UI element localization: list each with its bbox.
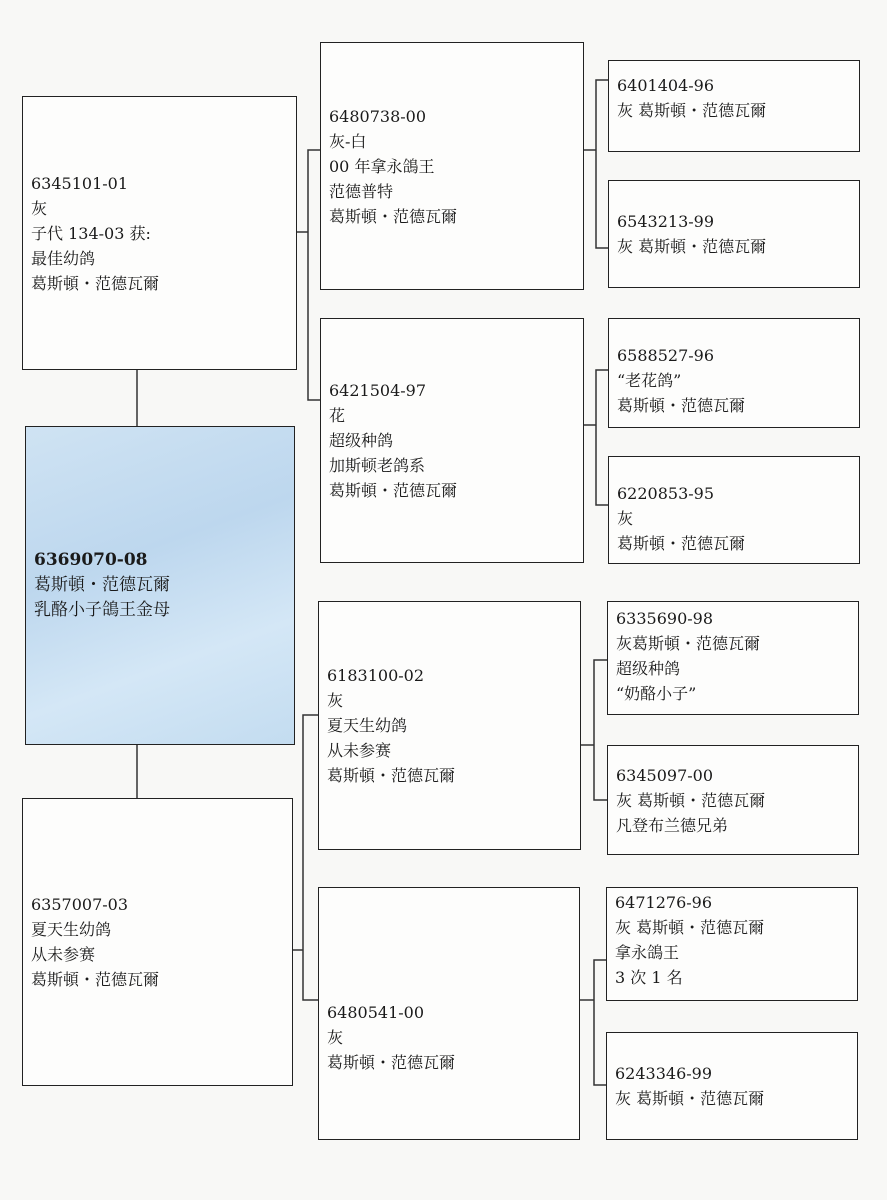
sire-dam-note: 超级种鸽 <box>329 431 394 450</box>
sire-card <box>22 96 297 370</box>
gg5-title: 超级种鸽 <box>616 659 681 678</box>
sire-dam-card <box>320 318 584 563</box>
dam-dam-breeder: 葛斯頓・范德瓦爾 <box>327 1053 456 1072</box>
gg2-details: 灰 葛斯頓・范德瓦爾 <box>617 237 767 256</box>
great-grandparent-card-2 <box>608 180 860 288</box>
dam-note: 夏天生幼鸽 <box>31 920 112 939</box>
dam-card <box>22 798 293 1086</box>
sire-sire-breeder: 葛斯頓・范德瓦爾 <box>329 206 458 226</box>
great-grandparent-card-5 <box>607 601 859 715</box>
gg7-title: 拿永鴿王 <box>615 943 680 962</box>
subject-pigeon-card <box>25 426 295 745</box>
sire-dam-breeder: 葛斯頓・范德瓦爾 <box>329 481 458 500</box>
dam-sire-breeder: 葛斯頓・范德瓦爾 <box>327 766 456 785</box>
dam-ring-number: 6357007-03 <box>31 895 129 914</box>
gg4-ring-number: 6220853-95 <box>617 483 715 503</box>
great-grandparent-card-7 <box>606 887 858 1001</box>
dam-breeder: 葛斯頓・范德瓦爾 <box>31 970 160 989</box>
sire-breeder: 葛斯頓・范德瓦爾 <box>31 273 160 293</box>
gg8-ring-number: 6243346-99 <box>615 1064 713 1083</box>
great-grandparent-card-6 <box>607 745 859 855</box>
sire-note: 子代 134-03 获: <box>31 223 151 243</box>
dam-dam-card <box>318 887 580 1140</box>
gg3-breeder: 葛斯頓・范德瓦爾 <box>617 396 746 415</box>
gg5-details: 灰葛斯頓・范德瓦爾 <box>616 634 761 653</box>
sire-sire-color: 灰-白 <box>329 131 367 151</box>
subject-breeder: 葛斯頓・范德瓦爾 <box>34 575 170 595</box>
sire-sire-note: 00 年拿永鴿王 <box>329 156 435 176</box>
sire-dam-color: 花 <box>329 406 346 425</box>
sire-note-2: 最佳幼鸽 <box>31 248 96 268</box>
sire-color: 灰 <box>31 198 48 218</box>
dam-sire-color: 灰 <box>327 691 344 710</box>
sire-ring-number: 6345101-01 <box>31 173 129 193</box>
sire-sire-card <box>320 42 584 290</box>
sire-sire-ring-number: 6480738-00 <box>329 106 427 126</box>
sire-dam-note-2: 加斯顿老鸽系 <box>329 456 426 475</box>
gg8-details: 灰 葛斯頓・范德瓦爾 <box>615 1089 765 1108</box>
gg3-name: “老花鸽” <box>617 371 682 390</box>
gg6-breeder: 凡登布兰德兄弟 <box>616 815 729 835</box>
sire-dam-ring-number: 6421504-97 <box>329 381 427 400</box>
dam-dam-color: 灰 <box>327 1028 344 1047</box>
great-grandparent-card-1 <box>608 60 860 152</box>
gg7-details: 灰 葛斯頓・范德瓦爾 <box>615 918 765 937</box>
dam-dam-ring-number: 6480541-00 <box>327 1003 425 1022</box>
gg7-ring-number: 6471276-96 <box>615 893 713 912</box>
gg1-details: 灰 葛斯頓・范德瓦爾 <box>617 101 767 120</box>
gg4-color: 灰 <box>617 508 634 528</box>
gg5-name: “奶酪小子” <box>616 684 697 703</box>
subject-ring-number: 6369070-08 <box>34 550 148 570</box>
dam-sire-note: 夏天生幼鸽 <box>327 716 408 735</box>
gg1-ring-number: 6401404-96 <box>617 76 715 95</box>
gg7-result: 3 次 1 名 <box>615 968 683 987</box>
great-grandparent-card-4 <box>608 456 860 564</box>
dam-sire-note-2: 从未参赛 <box>327 741 392 760</box>
gg3-ring-number: 6588527-96 <box>617 346 715 365</box>
gg4-breeder: 葛斯頓・范德瓦爾 <box>617 533 746 553</box>
gg6-details: 灰 葛斯頓・范德瓦爾 <box>616 790 766 810</box>
gg6-ring-number: 6345097-00 <box>616 765 714 785</box>
great-grandparent-card-3 <box>608 318 860 428</box>
subject-title: 乳酪小子鴿王金母 <box>34 600 170 620</box>
sire-sire-note-2: 范德普特 <box>329 181 394 201</box>
dam-sire-ring-number: 6183100-02 <box>327 666 425 685</box>
dam-sire-card <box>318 601 581 850</box>
gg2-ring-number: 6543213-99 <box>617 212 715 231</box>
dam-note-2: 从未参赛 <box>31 945 96 964</box>
gg5-ring-number: 6335690-98 <box>616 609 714 628</box>
great-grandparent-card-8 <box>606 1032 858 1140</box>
